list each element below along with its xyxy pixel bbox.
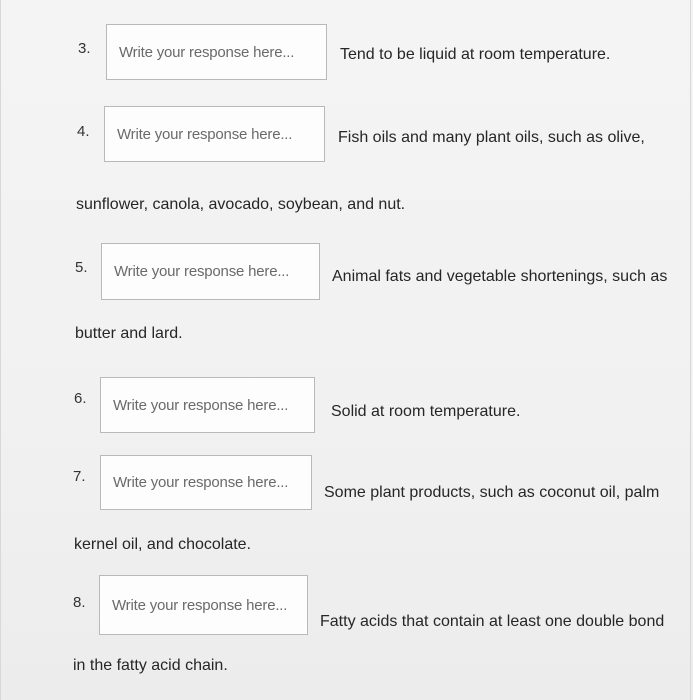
question-number: 5. xyxy=(75,259,88,276)
item-description-continuation: sunflower, canola, avocado, soybean, and nut. xyxy=(76,196,406,213)
response-input-4[interactable] xyxy=(104,106,325,162)
response-input-3[interactable] xyxy=(106,24,327,80)
question-number: 3. xyxy=(78,40,91,57)
item-description: Fish oils and many plant oils, such as olive, xyxy=(338,129,645,146)
question-number: 6. xyxy=(74,390,87,407)
item-description-continuation: kernel oil, and chocolate. xyxy=(74,536,251,553)
response-input-8[interactable] xyxy=(99,575,308,635)
item-description: Tend to be liquid at room temperature. xyxy=(340,46,611,63)
item-description-continuation: in the fatty acid chain. xyxy=(73,657,228,674)
response-input-5[interactable] xyxy=(101,243,320,300)
item-description: Fatty acids that contain at least one double bond xyxy=(320,613,665,630)
response-input-6[interactable] xyxy=(100,377,315,433)
item-description: Animal fats and vegetable shortenings, such as xyxy=(332,268,668,285)
item-description-continuation: butter and lard. xyxy=(75,325,183,342)
question-number: 7. xyxy=(73,468,86,485)
item-description: Solid at room temperature. xyxy=(331,403,521,420)
item-description: Some plant products, such as coconut oil, palm xyxy=(324,484,660,501)
response-input-7[interactable] xyxy=(100,455,312,510)
question-number: 8. xyxy=(73,594,86,611)
question-number: 4. xyxy=(77,123,90,140)
